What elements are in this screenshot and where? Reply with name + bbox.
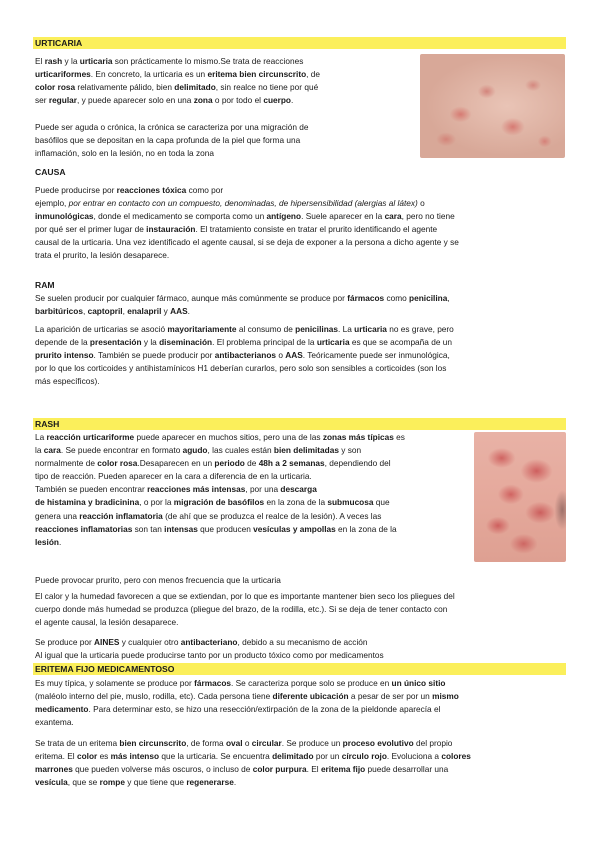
heading-ram: RAM: [35, 280, 55, 290]
text-line: tipo de reacción. Pueden aparecer en la cara a diferencia de en la urticaria.: [35, 471, 312, 482]
bold-text: delimitado: [272, 751, 314, 762]
bold-text: proceso evolutivo: [342, 738, 414, 748]
bold-text: vesícula: [35, 777, 68, 788]
text-line: Se suelen producir por cualquier fármaco, aunque más comúnmente se produce por fármacos como penicilina,: [35, 293, 450, 303]
bold-text: urticaria: [354, 324, 387, 334]
rash-skin-photo: [474, 432, 566, 562]
text-line: inmunológicas, donde el medicamento se comporta como un antígeno. Suele aparecer en la cara, pero no tiene: [35, 211, 455, 222]
bold-text: periodo: [214, 458, 245, 469]
bold-text: oval: [225, 738, 243, 748]
text-line: genera una reacción inflamatoria (de ahí que se produzca el realce de la lesión). A veces las: [35, 510, 382, 521]
bold-text: lesión: [35, 536, 59, 547]
text-line: el agente causal, la lesión desaparece.: [35, 617, 179, 628]
bold-text: reacción urticariforme: [46, 432, 135, 442]
bold-text: diseminación: [159, 337, 213, 348]
text-line: eritema. El color es más intenso que la urticaria. Se encuentra delimitado por un círculo rojo. Evoluciona a colores: [35, 751, 471, 762]
bold-text: antibacterianos: [214, 350, 277, 361]
bold-text: más intenso: [110, 751, 160, 762]
bold-text: cara: [43, 445, 61, 456]
bold-text: eritema fijo: [320, 764, 366, 775]
bold-text: color rosa: [35, 82, 76, 93]
text-line: de histamina y bradicinina, o por la migración de basófilos en la zona de la submucosa que: [35, 497, 390, 508]
bold-text: delimitado: [174, 82, 216, 93]
bold-text: submucosa: [327, 497, 374, 508]
text-line: (maléolo interno del pie, muslo, rodilla, etc). Cada persona tiene diferente ubicación a pesar de ser por un mismo: [35, 691, 459, 702]
bold-text: reacciones tóxica: [116, 185, 187, 195]
text-line: exantema.: [35, 717, 74, 728]
bold-text: medicamento: [35, 704, 89, 715]
bold-text: rash: [44, 56, 63, 66]
bold-text: penicilina: [409, 293, 448, 303]
bold-text: fármacos: [194, 678, 232, 688]
text-line: reacciones inflamatorias son tan intensas que producen vesículas y ampollas en la zona de la: [35, 523, 397, 534]
bold-text: regular: [48, 95, 77, 106]
text-line: ser regular, y puede aparecer solo en una zona o por todo el cuerpo.: [35, 95, 294, 106]
bold-text: migración de basófilos: [173, 497, 265, 508]
text-line: Puede ser aguda o crónica, la crónica se caracteriza por una migración de: [35, 122, 309, 132]
ram-farmacos: [35, 292, 566, 318]
bold-text: reacciones más intensas: [147, 484, 246, 495]
text-line: Es muy típica, y solamente se produce por fármacos. Se caracteriza porque solo se produce en un único sitio: [35, 678, 446, 688]
text-line: normalmente de color rosa.Desaparecen en un periodo de 48h a 2 semanas, dependiendo del: [35, 458, 391, 469]
text-line: trata el prurito, la lesión desaparece.: [35, 250, 170, 261]
text-line: lesión.: [35, 536, 62, 547]
bold-text: fármacos: [347, 293, 385, 303]
bold-text: zona: [193, 95, 213, 106]
bold-text: diferente ubicación: [272, 691, 349, 702]
bold-text: intensas: [164, 523, 198, 534]
heading-urticaria: URTICARIA: [35, 38, 83, 48]
bold-text: urticaria: [79, 56, 113, 66]
bold-text: cuerpo: [263, 95, 292, 106]
bold-text: AAS: [285, 350, 303, 361]
bold-text: inmunológicas: [35, 211, 94, 222]
bold-text: antibacteriano: [180, 637, 238, 647]
text-line: Al igual que la urticaria puede producirse tanto por un producto tóxico como por medicamentos: [35, 650, 384, 661]
text-line: ejemplo, por entrar en contacto con un compuesto, denominadas, de hipersensibilidad (alergias al látex) o: [35, 198, 425, 209]
text-line: También se pueden encontrar reacciones más intensas, por una descarga: [35, 484, 317, 495]
bold-text: prurito intenso: [35, 350, 94, 361]
text-line: Puede provocar prurito, pero con menos frecuencia que la urticaria: [35, 575, 281, 585]
bold-text: bien circunscrito: [119, 738, 187, 748]
text-line: vesícula, que se rompe y que tiene que regenerarse.: [35, 777, 237, 788]
text-line: El calor y la humedad favorecen a que se extiendan, por lo que es importante mantener bien seco los pliegues del: [35, 591, 455, 601]
text-line: por qué ser el primer lugar de instauración. El tratamiento consiste en tratar el prurito identificando el agente: [35, 224, 438, 235]
heading-eritema-fijo: ERITEMA FIJO MEDICAMENTOSO: [35, 664, 175, 674]
bold-text: color: [76, 751, 98, 762]
text-line: por lo que los corticoides y antihistamínicos H1 deberían curarlos, pero solo son sensibles a corticoides (son los: [35, 363, 447, 374]
causa-text: [35, 184, 566, 263]
bold-text: AINES: [94, 637, 120, 647]
rash-humedad: [35, 590, 566, 629]
bold-text: antígeno: [266, 211, 302, 222]
bold-text: rompe: [99, 777, 125, 788]
eritema-descripcion: [35, 677, 566, 729]
text-line: prurito intenso. También se puede producir por antibacterianos o AAS. Teóricamente puede ser inmunológica,: [35, 350, 450, 361]
bold-text: barbitúricos: [35, 306, 83, 317]
text-line: causal de la urticaria. Una vez identificado el agente causal, si se deja de exponer a la persona a dicho agente y se: [35, 237, 459, 248]
bold-text: círculo rojo: [341, 751, 387, 762]
text-line: inflamación, solo en la lesión, no en toda la zona: [35, 148, 214, 159]
text-line: la cara. Se puede encontrar en formato agudo, las cuales están bien delimitadas y son: [35, 445, 362, 456]
bold-text: urticaria: [316, 337, 350, 348]
text-line: marrones que pueden volverse más oscuros, o incluso de color purpura. El eritema fijo puede desarrollar una: [35, 764, 449, 775]
text-line: Puede producirse por reacciones tóxica como por: [35, 185, 224, 195]
text-line: basófilos que se depositan en la capa profunda de la piel que forma una: [35, 135, 301, 146]
bold-text: mayoritariamente: [167, 324, 237, 334]
text-line: color rosa relativamente pálido, bien delimitado, sin realce no tiene por qué: [35, 82, 319, 93]
heading-causa: CAUSA: [35, 167, 66, 177]
text-line: Se trata de un eritema bien circunscrito, de forma oval o circular. Se produce un proceso evolutivo del propio: [35, 738, 453, 748]
bold-text: instauración: [146, 224, 196, 235]
bold-text: presentación: [89, 337, 142, 348]
bold-text: un único sitio: [391, 678, 446, 688]
eritema-evolucion: [35, 737, 566, 789]
text-line: más específicos).: [35, 376, 100, 387]
urticaria-intro: [35, 55, 415, 107]
bold-text: 48h a 2 semanas: [258, 458, 325, 469]
bold-text: cara: [384, 211, 402, 222]
rash-causas: [35, 636, 566, 662]
bold-text: agudo: [182, 445, 208, 456]
bold-text: circular: [251, 738, 282, 748]
rash-description: [35, 431, 475, 549]
text-line: La reacción urticariforme puede aparecer en muchos sitios, pero una de las zonas más típicas es: [35, 432, 405, 442]
rash-prurito: [35, 574, 566, 587]
text-line: cuerpo donde más humedad se produzca (pliegue del brazo, de la rodilla, etc.). Si se deja de tener contacto con: [35, 604, 448, 615]
bold-text: reacciones inflamatorias: [35, 523, 133, 534]
bold-text: de histamina y bradicinina: [35, 497, 140, 508]
bold-text: bien delimitadas: [273, 445, 339, 456]
text-line: depende de la presentación y la diseminación. El problema principal de la urticaria es que se acompaña de un: [35, 337, 452, 348]
urticaria-cronica: [35, 121, 415, 160]
text-line: El rash y la urticaria son prácticamente lo mismo.Se trata de reacciones: [35, 56, 304, 66]
urticaria-skin-photo: [420, 54, 565, 158]
bold-text: vesículas y ampollas: [253, 523, 336, 534]
bold-text: penicilinas: [295, 324, 339, 334]
bold-text: urticariformes: [35, 69, 91, 80]
italic-text: por entrar en contacto con un compuesto, denominadas, de hipersensibilidad (alergias al látex): [68, 198, 418, 209]
bold-text: descarga: [280, 484, 317, 495]
bold-text: colores: [441, 751, 471, 762]
heading-rash: RASH: [35, 419, 60, 429]
section-highlight: [33, 37, 566, 49]
text-line: La aparición de urticarias se asoció mayoritariamente al consumo de penicilinas. La urticaria no es grave, pero: [35, 324, 454, 334]
bold-text: zonas más típicas: [322, 432, 394, 442]
bold-text: color rosa: [97, 458, 138, 469]
bold-text: enalapril: [127, 306, 162, 317]
bold-text: eritema bien circunscrito: [207, 69, 307, 80]
bold-text: marrones: [35, 764, 73, 775]
bold-text: color purpura: [252, 764, 307, 775]
bold-text: regenerarse: [186, 777, 234, 788]
text-line: Se produce por AINES y cualquier otro antibacteriano, debido a su mecanismo de acción: [35, 637, 368, 647]
bold-text: reacción inflamatoria: [79, 510, 163, 521]
bold-text: captopril: [87, 306, 123, 317]
text-line: urticariformes. En concreto, la urticaria es un eritema bien circunscrito, de: [35, 69, 321, 80]
text-line: medicamento. Para determinar esto, se hizo una resección/extirpación de la zona de la pieldonde aparecía el: [35, 704, 441, 715]
section-highlight: [33, 418, 566, 430]
text-line: barbitúricos, captopril, enalapril y AAS.: [35, 306, 190, 317]
bold-text: mismo: [432, 691, 459, 702]
bold-text: AAS: [170, 306, 188, 317]
ram-penicilinas: [35, 323, 566, 388]
